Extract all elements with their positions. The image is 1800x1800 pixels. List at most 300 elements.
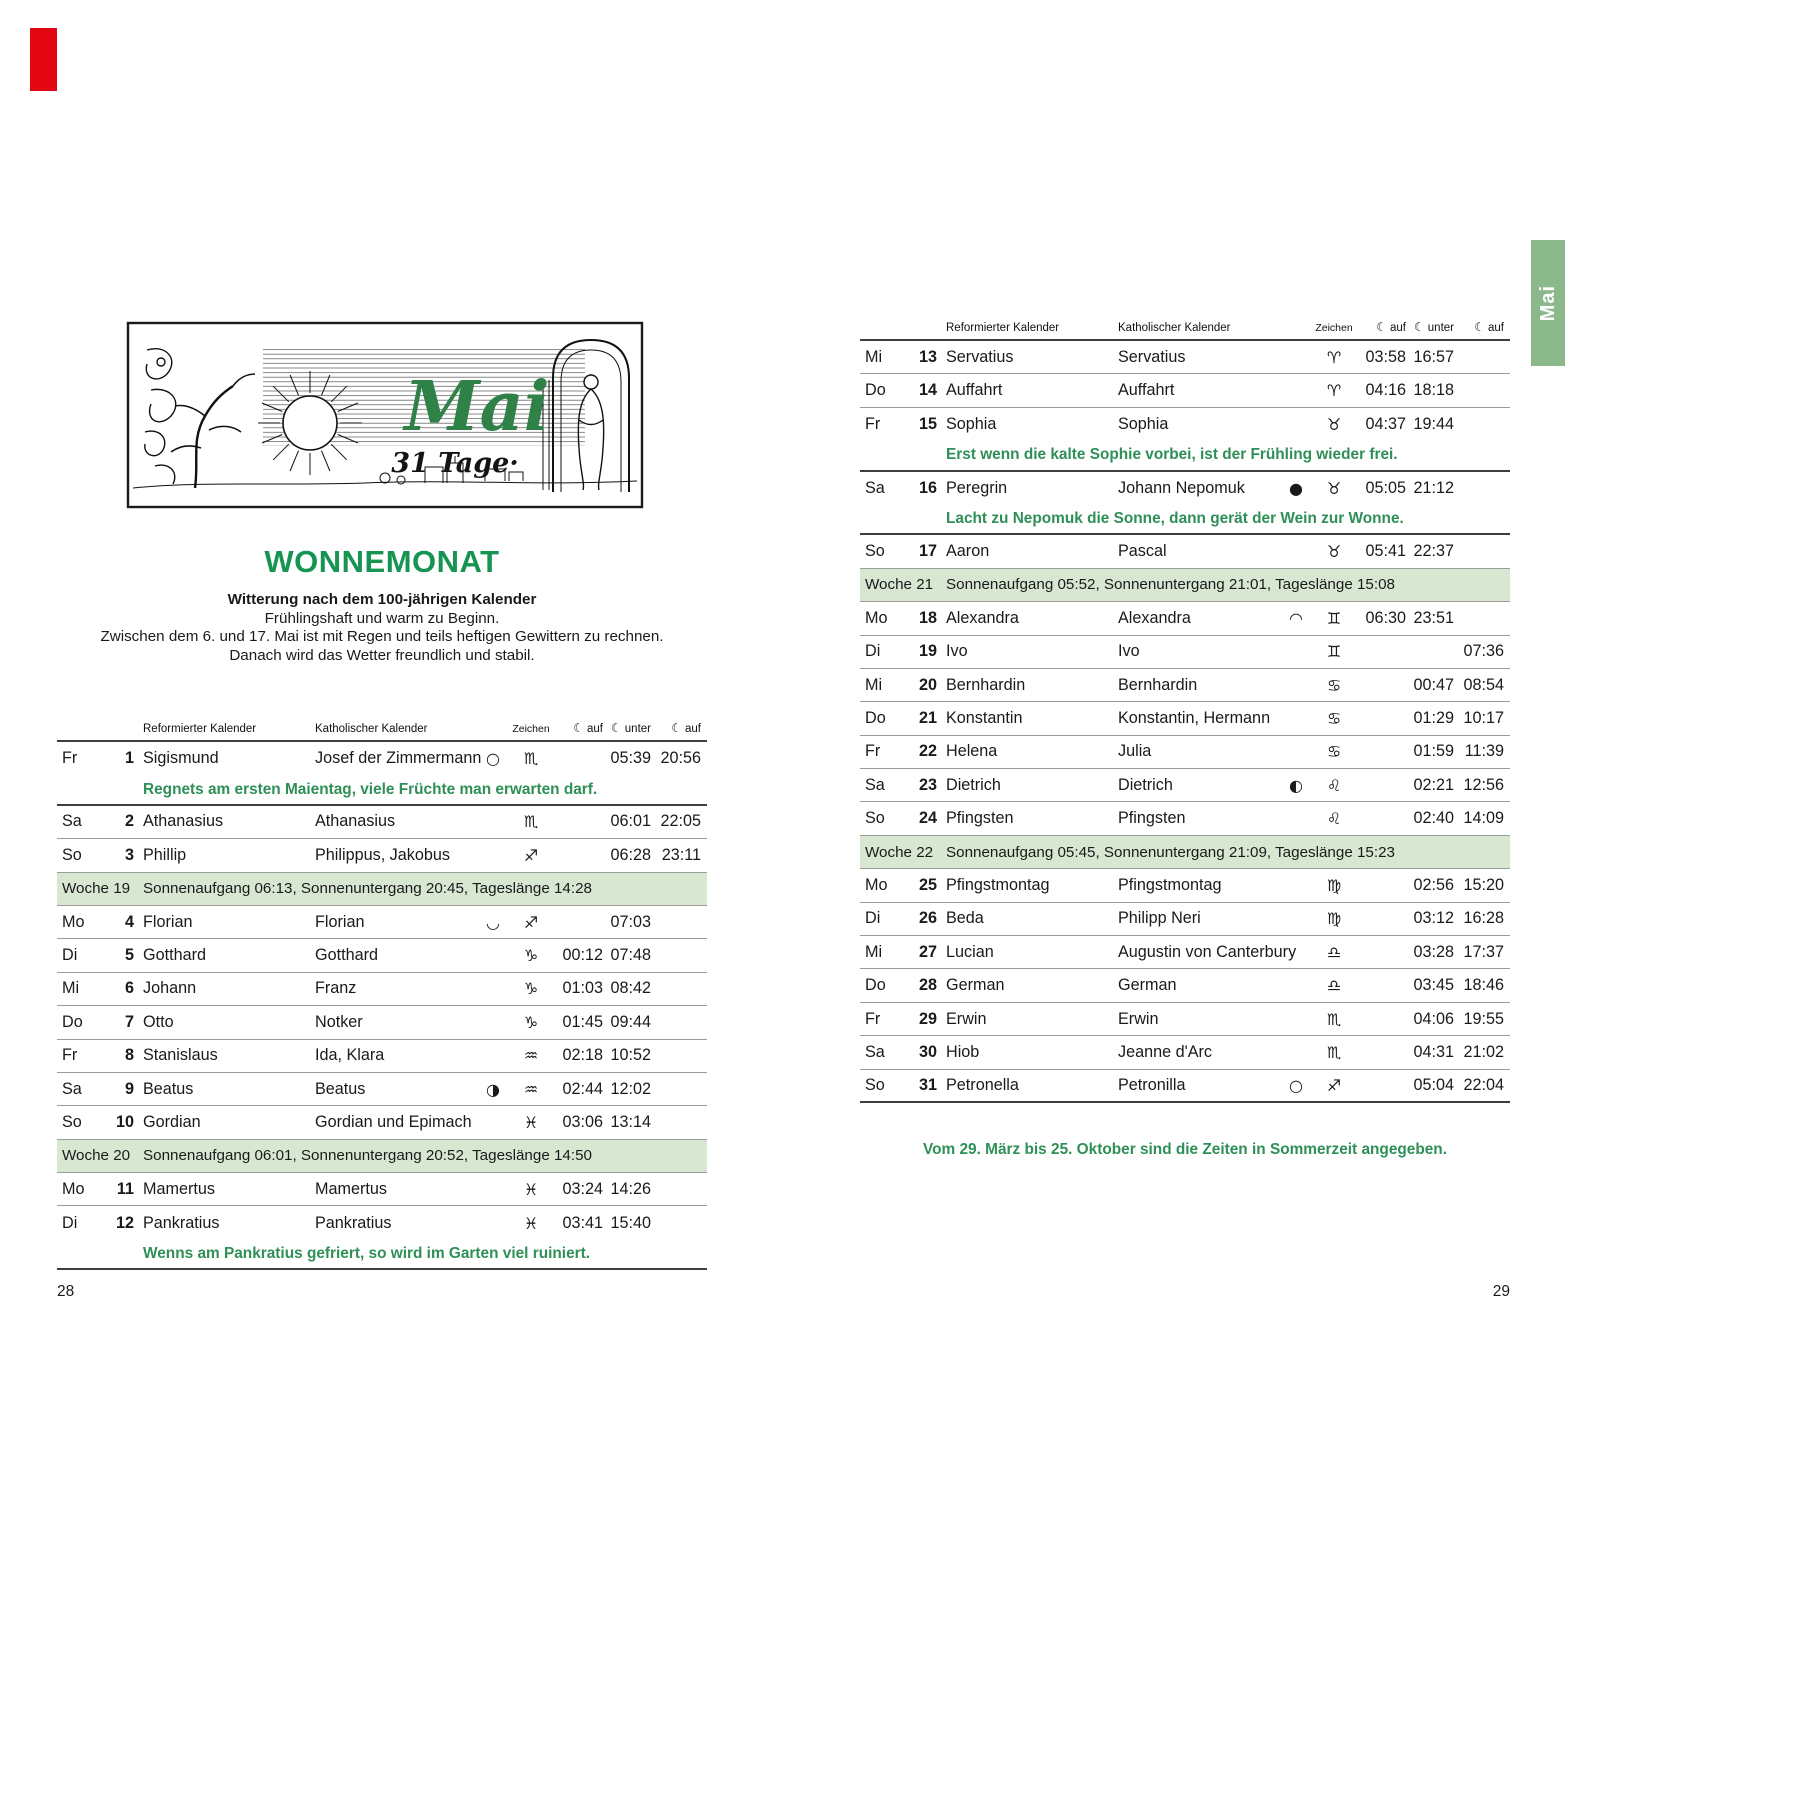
catholic-calendar-name: German bbox=[1118, 976, 1177, 995]
day-number: 28 bbox=[918, 976, 937, 995]
calendar-day-row bbox=[860, 535, 1510, 568]
second-moonrise-time: 12:56 bbox=[1463, 775, 1504, 794]
week-sun-times: Sonnenaufgang 06:01, Sonnenuntergang 20:52, Tageslänge 14:50 bbox=[143, 1147, 592, 1165]
calendar-day-row bbox=[860, 802, 1510, 835]
moonset-time: 06:01 bbox=[610, 812, 651, 831]
moonrise-time: 01:45 bbox=[562, 1012, 603, 1031]
day-number: 29 bbox=[918, 1009, 937, 1028]
reformed-calendar-name: Athanasius bbox=[143, 812, 224, 831]
calendar-day-row bbox=[57, 806, 707, 839]
day-of-week: Mo bbox=[62, 912, 85, 931]
header-reformed-calendar: Reformierter Kalender bbox=[946, 322, 1060, 334]
moonset-time: 07:03 bbox=[610, 912, 651, 931]
reformed-calendar-name: Pfingsten bbox=[946, 809, 1014, 828]
reformed-calendar-name: Gotthard bbox=[143, 946, 206, 965]
moonset-time: 22:37 bbox=[1413, 542, 1454, 561]
calendar-day-row bbox=[57, 1106, 707, 1139]
zodiac-sign-icon: ♊ bbox=[1326, 608, 1342, 628]
day-of-week: Mo bbox=[865, 875, 888, 894]
catholic-calendar-name: Pfingsten bbox=[1118, 809, 1186, 828]
day-of-week: Sa bbox=[865, 775, 885, 794]
moonrise-time: 04:16 bbox=[1365, 381, 1406, 400]
banner-days-script: 31 Tage· bbox=[391, 448, 519, 479]
zodiac-sign-icon: ♎ bbox=[1326, 942, 1342, 962]
moonset-time: 05:04 bbox=[1413, 1075, 1454, 1094]
header-moonrise2-label: auf bbox=[1488, 322, 1504, 334]
moonrise-time: 03:24 bbox=[562, 1179, 603, 1198]
day-of-week: Mi bbox=[62, 979, 80, 998]
calendar-day-row bbox=[860, 769, 1510, 802]
second-moonrise-time: 22:04 bbox=[1463, 1075, 1504, 1094]
reformed-calendar-name: Pankratius bbox=[143, 1213, 220, 1232]
moonset-time: 02:40 bbox=[1413, 809, 1454, 828]
page-number-left: 28 bbox=[57, 1283, 75, 1300]
moonrise-time: 02:18 bbox=[562, 1046, 603, 1065]
day-number: 27 bbox=[918, 942, 937, 961]
day-of-week: So bbox=[62, 845, 82, 864]
catholic-calendar-name: Philipp Neri bbox=[1118, 909, 1201, 928]
zodiac-sign-icon: ♏ bbox=[523, 812, 539, 832]
day-of-week: Mo bbox=[865, 608, 888, 627]
day-number: 15 bbox=[918, 414, 937, 433]
zodiac-sign-icon: ♈ bbox=[1326, 347, 1342, 367]
zodiac-sign-icon: ♉ bbox=[1326, 414, 1342, 434]
day-number: 21 bbox=[918, 708, 937, 727]
header-moonrise-label: auf bbox=[587, 723, 603, 735]
week-label: Woche 22 bbox=[865, 843, 934, 861]
reformed-calendar-name: Otto bbox=[143, 1012, 174, 1031]
day-number: 17 bbox=[918, 542, 937, 561]
calendar-day-row bbox=[860, 408, 1510, 441]
catholic-calendar-name: Beatus bbox=[315, 1079, 366, 1098]
reformed-calendar-name: Sophia bbox=[946, 414, 997, 433]
calendar-day-row bbox=[57, 1173, 707, 1206]
weather-saying: Regnets am ersten Maientag, viele Früchte man erwarten darf. bbox=[143, 780, 598, 798]
calendar-day-row bbox=[860, 702, 1510, 735]
calendar-day-row bbox=[860, 636, 1510, 669]
zodiac-sign-icon: ♐ bbox=[523, 845, 539, 865]
moonrise-time: 03:58 bbox=[1365, 347, 1406, 366]
reformed-calendar-name: Peregrin bbox=[946, 478, 1008, 497]
calendar-table-right bbox=[860, 311, 1510, 1103]
intro-lines bbox=[57, 610, 707, 666]
zodiac-sign-icon: ♏ bbox=[1326, 1009, 1342, 1029]
day-of-week: Do bbox=[865, 708, 886, 727]
day-of-week: Sa bbox=[62, 812, 82, 831]
moonset-time: 00:47 bbox=[1413, 675, 1454, 694]
calendar-day-row bbox=[860, 472, 1510, 505]
day-number: 23 bbox=[918, 775, 937, 794]
reformed-calendar-name: German bbox=[946, 976, 1005, 995]
reformed-calendar-name: Auffahrt bbox=[946, 381, 1003, 400]
moonset-time: 10:52 bbox=[610, 1046, 651, 1065]
zodiac-sign-icon: ♐ bbox=[1326, 1075, 1342, 1095]
catholic-calendar-name: Jeanne d'Arc bbox=[1118, 1042, 1212, 1061]
moonset-time: 05:39 bbox=[610, 749, 651, 768]
catholic-calendar-name: Pascal bbox=[1118, 542, 1167, 561]
zodiac-sign-icon: ♓ bbox=[523, 1112, 539, 1132]
intro-heading: Witterung nach dem 100-jährigen Kalender bbox=[227, 591, 537, 608]
reformed-calendar-name: Beatus bbox=[143, 1079, 194, 1098]
catholic-calendar-name: Athanasius bbox=[315, 812, 396, 831]
moonset-time: 01:59 bbox=[1413, 742, 1454, 761]
day-number: 5 bbox=[124, 946, 134, 965]
second-moonrise-time: 10:17 bbox=[1463, 708, 1504, 727]
week-summary-row bbox=[57, 873, 707, 906]
zodiac-sign-icon: ♋ bbox=[1326, 708, 1342, 728]
moon-phase-icon: ◡ bbox=[486, 912, 500, 932]
second-moonrise-time: 08:54 bbox=[1463, 675, 1504, 694]
header-catholic-calendar: Katholischer Kalender bbox=[315, 723, 428, 735]
week-sun-times: Sonnenaufgang 05:45, Sonnenuntergang 21:09, Tageslänge 15:23 bbox=[946, 843, 1395, 861]
day-of-week: So bbox=[62, 1112, 82, 1131]
calendar-table-left bbox=[57, 712, 707, 1270]
day-number: 18 bbox=[918, 608, 937, 627]
reformed-calendar-name: Erwin bbox=[946, 1009, 987, 1028]
day-number: 4 bbox=[124, 912, 134, 931]
day-of-week: Mi bbox=[865, 347, 883, 366]
moon-phase-icon: ● bbox=[1289, 478, 1303, 498]
reformed-calendar-name: Servatius bbox=[946, 347, 1014, 366]
day-of-week: Di bbox=[62, 946, 78, 965]
zodiac-sign-icon: ♈ bbox=[1326, 381, 1342, 401]
catholic-calendar-name: Pfingstmontag bbox=[1118, 875, 1222, 894]
day-number: 11 bbox=[116, 1179, 134, 1198]
day-number: 24 bbox=[918, 809, 937, 828]
moon-phase-icon: ○ bbox=[486, 749, 500, 769]
day-of-week: Sa bbox=[865, 478, 885, 497]
catholic-calendar-name: Philippus, Jakobus bbox=[315, 845, 450, 864]
sun-icon bbox=[283, 396, 337, 450]
moonset-time: 03:28 bbox=[1413, 942, 1454, 961]
moonrise-time: 00:12 bbox=[562, 946, 603, 965]
zodiac-sign-icon: ♍ bbox=[1326, 909, 1342, 929]
reformed-calendar-name: Stanislaus bbox=[143, 1046, 218, 1065]
day-of-week: So bbox=[865, 542, 885, 561]
calendar-day-row bbox=[860, 602, 1510, 635]
day-of-week: Fr bbox=[62, 749, 78, 768]
catholic-calendar-name: Florian bbox=[315, 912, 365, 931]
reformed-calendar-name: Beda bbox=[946, 909, 984, 928]
moonset-time: 04:06 bbox=[1413, 1009, 1454, 1028]
zodiac-sign-icon: ♎ bbox=[1326, 976, 1342, 996]
day-number: 25 bbox=[918, 875, 937, 894]
catholic-calendar-name: Ivo bbox=[1118, 642, 1140, 661]
day-of-week: Do bbox=[865, 381, 886, 400]
reformed-calendar-name: Pfingstmontag bbox=[946, 875, 1050, 894]
catholic-calendar-name: Ida, Klara bbox=[315, 1046, 385, 1065]
calendar-day-row bbox=[57, 939, 707, 972]
day-number: 16 bbox=[918, 478, 937, 497]
day-number: 3 bbox=[124, 845, 134, 864]
zodiac-sign-icon: ♉ bbox=[1326, 478, 1342, 498]
moonset-time: 08:42 bbox=[610, 979, 651, 998]
second-moonrise-time: 19:55 bbox=[1463, 1009, 1504, 1028]
day-of-week: Sa bbox=[62, 1079, 82, 1098]
second-moonrise-time: 21:02 bbox=[1463, 1042, 1504, 1061]
second-moonrise-time: 23:11 bbox=[661, 845, 701, 864]
moon-phase-icon: ◑ bbox=[486, 1079, 500, 1099]
calendar-day-row bbox=[860, 1070, 1510, 1103]
day-number: 30 bbox=[918, 1042, 937, 1061]
reformed-calendar-name: Bernhardin bbox=[946, 675, 1026, 694]
table-body-left bbox=[57, 742, 707, 1270]
day-number: 1 bbox=[124, 749, 134, 768]
day-number: 2 bbox=[124, 812, 134, 831]
header-catholic-calendar: Katholischer Kalender bbox=[1118, 322, 1231, 334]
zodiac-sign-icon: ♉ bbox=[1326, 542, 1342, 562]
moonset-time: 03:45 bbox=[1413, 976, 1454, 995]
catholic-calendar-name: Erwin bbox=[1118, 1009, 1159, 1028]
moonset-time: 12:02 bbox=[610, 1079, 651, 1098]
moon-crescent-icon: ☾ bbox=[671, 721, 682, 735]
month-tab bbox=[1531, 240, 1565, 366]
header-moonset bbox=[603, 721, 651, 735]
catholic-calendar-name: Mamertus bbox=[315, 1179, 387, 1198]
catholic-calendar-name: Augustin von Canterbury bbox=[1118, 942, 1297, 961]
moonset-time: 19:44 bbox=[1413, 414, 1454, 433]
zodiac-sign-icon: ♌ bbox=[1326, 809, 1342, 829]
calendar-day-row bbox=[57, 1206, 707, 1239]
zodiac-sign-icon: ♌ bbox=[1326, 775, 1342, 795]
moonset-time: 02:21 bbox=[1413, 775, 1454, 794]
catholic-calendar-name: Bernhardin bbox=[1118, 675, 1198, 694]
second-moonrise-time: 20:56 bbox=[660, 749, 701, 768]
day-of-week: Mi bbox=[865, 675, 883, 694]
moon-phase-icon: ◠ bbox=[1289, 608, 1303, 628]
catholic-calendar-name: Gordian und Epimach bbox=[315, 1112, 472, 1131]
reformed-calendar-name: Aaron bbox=[946, 542, 990, 561]
week-summary-row bbox=[860, 569, 1510, 602]
header-moonset bbox=[1406, 320, 1454, 334]
zodiac-sign-icon: ♑ bbox=[523, 946, 539, 966]
moonrise-time: 03:41 bbox=[562, 1213, 603, 1232]
weather-saying: Erst wenn die kalte Sophie vorbei, ist der Frühling wieder frei. bbox=[946, 446, 1398, 464]
summer-time-note: Vom 29. März bis 25. Oktober sind die Zeiten in Sommerzeit angegeben. bbox=[923, 1141, 1447, 1158]
moon-phase-icon: ○ bbox=[1289, 1075, 1303, 1095]
moonrise-time: 05:05 bbox=[1365, 478, 1406, 497]
day-of-week: Mi bbox=[865, 942, 883, 961]
calendar-day-row bbox=[57, 973, 707, 1006]
zodiac-sign-icon: ♓ bbox=[523, 1179, 539, 1199]
catholic-calendar-name: Josef der Zimmermann bbox=[315, 749, 482, 768]
day-number: 19 bbox=[918, 642, 937, 661]
moon-phase-icon: ◐ bbox=[1289, 775, 1303, 795]
month-title: WONNEMONAT bbox=[264, 544, 500, 579]
moonset-time: 16:57 bbox=[1413, 347, 1454, 366]
reformed-calendar-name: Dietrich bbox=[946, 775, 1001, 794]
header-moonrise bbox=[1354, 320, 1406, 334]
reformed-calendar-name: Phillip bbox=[143, 845, 187, 864]
calendar-day-row bbox=[860, 1003, 1510, 1036]
red-printer-mark bbox=[30, 28, 57, 91]
moon-crescent-icon: ☾ bbox=[573, 721, 584, 735]
reformed-calendar-name: Johann bbox=[143, 979, 197, 998]
woodcut-illustration bbox=[125, 320, 645, 510]
moonrise-time: 02:44 bbox=[562, 1079, 603, 1098]
calendar-day-row bbox=[57, 1040, 707, 1073]
calendar-day-row bbox=[57, 742, 707, 775]
moonset-time: 01:29 bbox=[1413, 708, 1454, 727]
day-of-week: Fr bbox=[865, 1009, 881, 1028]
weather-saying: Lacht zu Nepomuk die Sonne, dann gerät der Wein zur Wonne. bbox=[946, 510, 1404, 528]
intro-line: Danach wird das Wetter freundlich und stabil. bbox=[229, 646, 535, 664]
header-reformed-calendar: Reformierter Kalender bbox=[143, 723, 257, 735]
zodiac-sign-icon: ♒ bbox=[523, 1079, 539, 1099]
zodiac-sign-icon: ♏ bbox=[1326, 1042, 1342, 1062]
header-zodiac: Zeichen bbox=[512, 723, 550, 735]
weather-saying-row bbox=[57, 1240, 707, 1270]
catholic-calendar-name: Servatius bbox=[1118, 347, 1186, 366]
catholic-calendar-name: Dietrich bbox=[1118, 775, 1173, 794]
header-moonrise2-label: auf bbox=[685, 723, 701, 735]
moonset-time: 04:31 bbox=[1413, 1042, 1454, 1061]
moonset-time: 23:51 bbox=[1413, 608, 1454, 627]
banner-month-script: Mai bbox=[404, 367, 550, 447]
calendar-day-row bbox=[860, 869, 1510, 902]
moonset-time: 14:26 bbox=[610, 1179, 651, 1198]
calendar-day-row bbox=[860, 736, 1510, 769]
moon-crescent-icon: ☾ bbox=[1414, 320, 1425, 334]
week-sun-times: Sonnenaufgang 05:52, Sonnenuntergang 21:01, Tageslänge 15:08 bbox=[946, 576, 1395, 594]
header-moonrise bbox=[551, 721, 603, 735]
header-moonrise2 bbox=[1454, 320, 1504, 334]
moonrise-time: 06:30 bbox=[1365, 608, 1406, 627]
zodiac-sign-icon: ♓ bbox=[523, 1213, 539, 1233]
calendar-day-row bbox=[57, 906, 707, 939]
reformed-calendar-name: Helena bbox=[946, 742, 998, 761]
reformed-calendar-name: Petronella bbox=[946, 1075, 1019, 1094]
intro-line: Frühlingshaft und warm zu Beginn. bbox=[264, 609, 500, 627]
day-of-week: Do bbox=[62, 1012, 83, 1031]
moonrise-time: 04:37 bbox=[1365, 414, 1406, 433]
reformed-calendar-name: Ivo bbox=[946, 642, 968, 661]
moonset-time: 06:28 bbox=[610, 845, 651, 864]
day-of-week: Di bbox=[62, 1213, 78, 1232]
week-label: Woche 21 bbox=[865, 576, 934, 594]
moonset-time: 15:40 bbox=[610, 1213, 651, 1232]
month-tab-label: Mai bbox=[1536, 284, 1559, 322]
day-number: 13 bbox=[918, 347, 937, 366]
catholic-calendar-name: Gotthard bbox=[315, 946, 378, 965]
reformed-calendar-name: Lucian bbox=[946, 942, 994, 961]
calendar-day-row bbox=[860, 1036, 1510, 1069]
reformed-calendar-name: Gordian bbox=[143, 1112, 201, 1131]
catholic-calendar-name: Franz bbox=[315, 979, 357, 998]
second-moonrise-time: 17:37 bbox=[1463, 942, 1504, 961]
moonset-time: 03:12 bbox=[1413, 909, 1454, 928]
day-number: 26 bbox=[918, 909, 937, 928]
calendar-day-row bbox=[860, 969, 1510, 1002]
week-label: Woche 20 bbox=[62, 1147, 131, 1165]
intro-line: Zwischen dem 6. und 17. Mai ist mit Regen und teils heftigen Gewittern zu rechnen. bbox=[100, 628, 664, 646]
calendar-day-row bbox=[860, 341, 1510, 374]
moonset-time: 13:14 bbox=[610, 1112, 651, 1131]
second-moonrise-time: 15:20 bbox=[1463, 875, 1504, 894]
moonset-time: 18:18 bbox=[1413, 381, 1454, 400]
day-number: 22 bbox=[918, 742, 937, 761]
day-of-week: Mo bbox=[62, 1179, 85, 1198]
moon-crescent-icon: ☾ bbox=[1376, 320, 1387, 334]
moon-crescent-icon: ☾ bbox=[611, 721, 622, 735]
calendar-day-row bbox=[860, 669, 1510, 702]
second-moonrise-time: 22:05 bbox=[660, 812, 701, 831]
moonset-time: 09:44 bbox=[610, 1012, 651, 1031]
week-label: Woche 19 bbox=[62, 880, 131, 898]
table-header bbox=[860, 311, 1510, 341]
day-number: 10 bbox=[115, 1112, 134, 1131]
calendar-day-row bbox=[860, 374, 1510, 407]
reformed-calendar-name: Mamertus bbox=[143, 1179, 215, 1198]
reformed-calendar-name: Sigismund bbox=[143, 749, 219, 768]
moonset-time: 21:12 bbox=[1413, 478, 1454, 497]
moonset-time: 07:48 bbox=[610, 946, 651, 965]
day-number: 20 bbox=[918, 675, 937, 694]
zodiac-sign-icon: ♑ bbox=[523, 979, 539, 999]
catholic-calendar-name: Alexandra bbox=[1118, 608, 1191, 627]
zodiac-sign-icon: ♊ bbox=[1326, 642, 1342, 662]
day-number: 12 bbox=[115, 1213, 134, 1232]
day-of-week: Fr bbox=[865, 414, 881, 433]
day-of-week: Do bbox=[865, 976, 886, 995]
weather-intro bbox=[57, 591, 707, 665]
header-zodiac: Zeichen bbox=[1315, 322, 1353, 334]
second-moonrise-time: 18:46 bbox=[1463, 976, 1504, 995]
moonrise-time: 05:41 bbox=[1365, 542, 1406, 561]
catholic-calendar-name: Auffahrt bbox=[1118, 381, 1175, 400]
reformed-calendar-name: Alexandra bbox=[946, 608, 1019, 627]
moon-crescent-icon: ☾ bbox=[1474, 320, 1485, 334]
week-summary-row bbox=[57, 1140, 707, 1173]
table-body-right bbox=[860, 341, 1510, 1103]
zodiac-sign-icon: ♑ bbox=[523, 1012, 539, 1032]
second-moonrise-time: 11:39 bbox=[1464, 742, 1504, 761]
catholic-calendar-name: Petronilla bbox=[1118, 1075, 1186, 1094]
weather-saying: Wenns am Pankratius gefriert, so wird im Garten viel ruiniert. bbox=[143, 1245, 591, 1263]
day-number: 9 bbox=[124, 1079, 134, 1098]
calendar-day-row bbox=[57, 839, 707, 872]
moonrise-time: 03:06 bbox=[562, 1112, 603, 1131]
header-moonset-label: unter bbox=[1427, 322, 1454, 334]
header-moonrise2 bbox=[651, 721, 701, 735]
moonset-time: 02:56 bbox=[1413, 875, 1454, 894]
reformed-calendar-name: Florian bbox=[143, 912, 193, 931]
reformed-calendar-name: Hiob bbox=[946, 1042, 980, 1061]
day-number: 14 bbox=[918, 381, 937, 400]
catholic-calendar-name: Julia bbox=[1118, 742, 1152, 761]
week-sun-times: Sonnenaufgang 06:13, Sonnenuntergang 20:45, Tageslänge 14:28 bbox=[143, 880, 592, 898]
moonrise-time: 01:03 bbox=[562, 979, 603, 998]
calendar-day-row bbox=[57, 1006, 707, 1039]
zodiac-sign-icon: ♏ bbox=[523, 749, 539, 769]
zodiac-sign-icon: ♐ bbox=[523, 912, 539, 932]
reformed-calendar-name: Konstantin bbox=[946, 708, 1023, 727]
header-moonrise-label: auf bbox=[1390, 322, 1406, 334]
day-number: 6 bbox=[124, 979, 134, 998]
second-moonrise-time: 07:36 bbox=[1463, 642, 1504, 661]
day-of-week: Sa bbox=[865, 1042, 885, 1061]
catholic-calendar-name: Johann Nepomuk bbox=[1118, 478, 1245, 497]
weather-saying-row bbox=[860, 505, 1510, 535]
zodiac-sign-icon: ♒ bbox=[523, 1046, 539, 1066]
zodiac-sign-icon: ♋ bbox=[1326, 742, 1342, 762]
catholic-calendar-name: Pankratius bbox=[315, 1213, 392, 1232]
day-number: 8 bbox=[124, 1046, 134, 1065]
weather-saying-row bbox=[57, 775, 707, 805]
second-moonrise-time: 14:09 bbox=[1463, 809, 1504, 828]
catholic-calendar-name: Notker bbox=[315, 1012, 363, 1031]
day-number: 7 bbox=[124, 1012, 134, 1031]
